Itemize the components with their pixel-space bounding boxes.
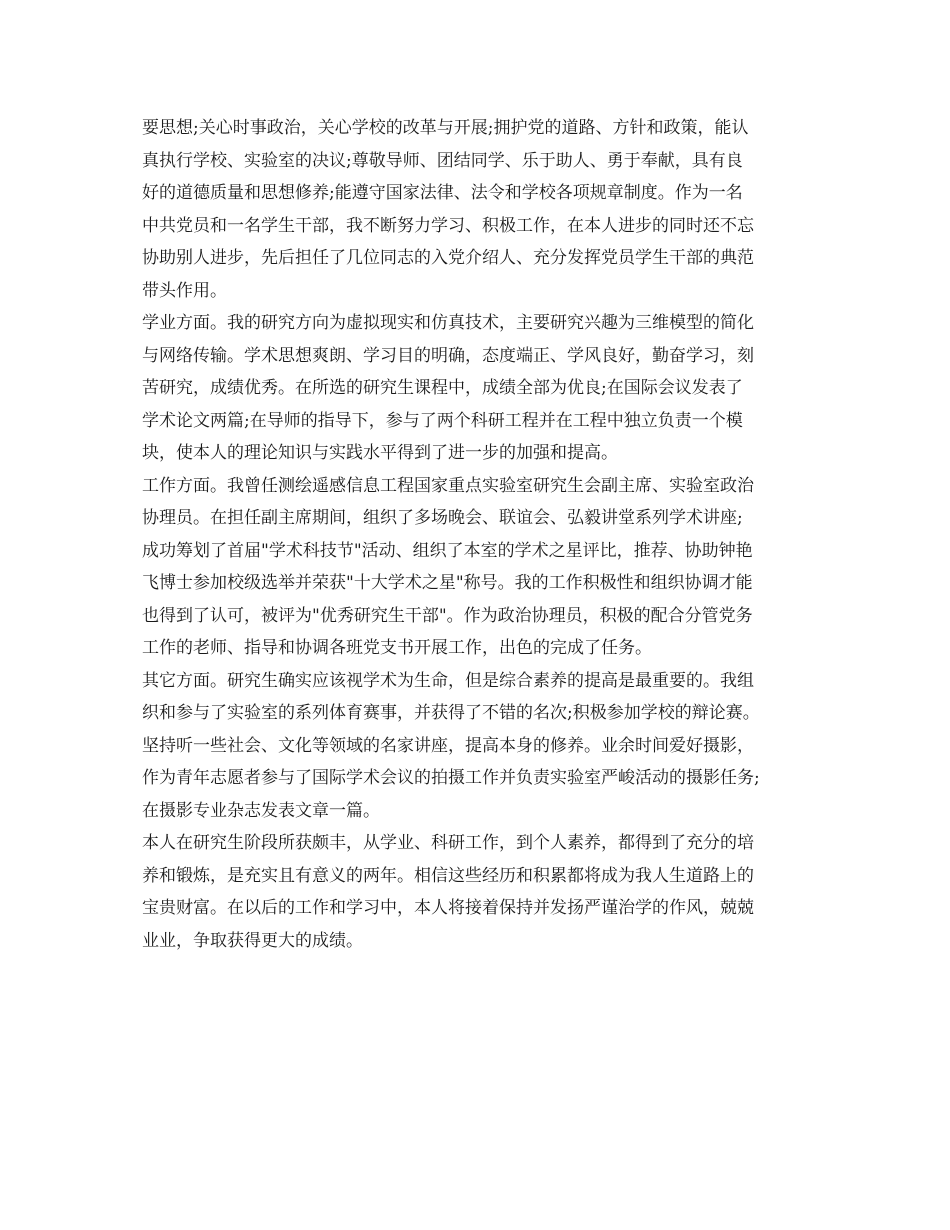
paragraph: [142, 827, 818, 957]
text-line: 要思想;关心时事政治，关心学校的改革与开展;拥护党的道路、方针和政策，能认: [142, 118, 749, 138]
text-line: 工作方面。我曾任测绘遥感信息工程国家重点实验室研究生会副主席、实验室政治: [142, 475, 754, 496]
text-line: 本人在研究生阶段所获颇丰，从学业、科研工作，到个人素养，都得到了充分的培: [142, 833, 754, 853]
text-line: 作为青年志愿者参与了国际学术会议的拍摄工作并负责实验室严峻活动的摄影任务;: [142, 768, 760, 788]
text-line: 带头作用。: [142, 280, 227, 301]
text-line: 也得到了认可，被评为"优秀研究生干部"。作为政治协理员，积极的配合分管党务: [142, 605, 753, 626]
paragraph: [142, 665, 818, 828]
paragraph: [142, 470, 818, 665]
text-line: 业业，争取获得更大的成绩。: [142, 930, 363, 951]
document-body: [142, 112, 818, 957]
text-line: 苦研究，成绩优秀。在所选的研究生课程中，成绩全部为优良;在国际会议发表了: [142, 378, 743, 398]
text-line: 坚持听一些社会、文化等领域的名家讲座，提高本身的修养。业余时间爱好摄影，: [142, 735, 754, 756]
paragraph: [142, 112, 818, 307]
text-line: 在摄影专业杂志发表文章一篇。: [142, 800, 380, 821]
text-line: 织和参与了实验室的系列体育赛事，并获得了不错的名次;积极参加学校的辩论赛。: [142, 703, 760, 723]
text-line: 养和锻炼，是充实且有意义的两年。相信这些经历和积累都将成为我人生道路上的: [142, 865, 754, 886]
paragraph: [142, 307, 818, 470]
text-line: 块，使本人的理论知识与实践水平得到了进一步的加强和提高。: [142, 443, 618, 463]
text-line: 工作的老师、指导和协调各班党支书开展工作，出色的完成了任务。: [142, 638, 652, 658]
text-line: 飞博士参加校级选举并荣获"十大学术之星"称号。我的工作积极性和组织协调才能: [142, 573, 753, 593]
text-line: 成功筹划了首届"学术科技节"活动、组织了本室的学术之星评比，推荐、协助钟艳: [142, 540, 753, 561]
text-line: 协理员。在担任副主席期间，组织了多场晚会、联谊会、弘毅讲堂系列学术讲座;: [142, 508, 743, 528]
text-line: 好的道德质量和思想修养;能遵守国家法律、法令和学校各项规章制度。作为一名: [142, 183, 743, 203]
text-line: 学术论文两篇;在导师的指导下，参与了两个科研工程并在工程中独立负责一个模: [142, 410, 743, 431]
text-line: 真执行学校、实验室的决议;尊敬导师、团结同学、乐于助人、勇于奉献，具有良: [142, 150, 743, 171]
text-line: 协助别人进步，先后担任了几位同志的入党介绍人、充分发挥党员学生干部的典范: [142, 248, 754, 268]
text-line: 中共党员和一名学生干部，我不断努力学习、积极工作，在本人进步的同时还不忘: [142, 215, 754, 236]
text-line: 学业方面。我的研究方向为虚拟现实和仿真技术，主要研究兴趣为三维模型的简化: [142, 313, 754, 333]
text-line: 与网络传输。学术思想爽朗、学习目的明确，态度端正、学风良好，勤奋学习，刻: [142, 345, 754, 366]
text-line: 其它方面。研究生确实应该视学术为生命，但是综合素养的提高是最重要的。我组: [142, 670, 754, 691]
text-line: 宝贵财富。在以后的工作和学习中，本人将接着保持并发扬严谨治学的作风，兢兢: [142, 898, 754, 918]
